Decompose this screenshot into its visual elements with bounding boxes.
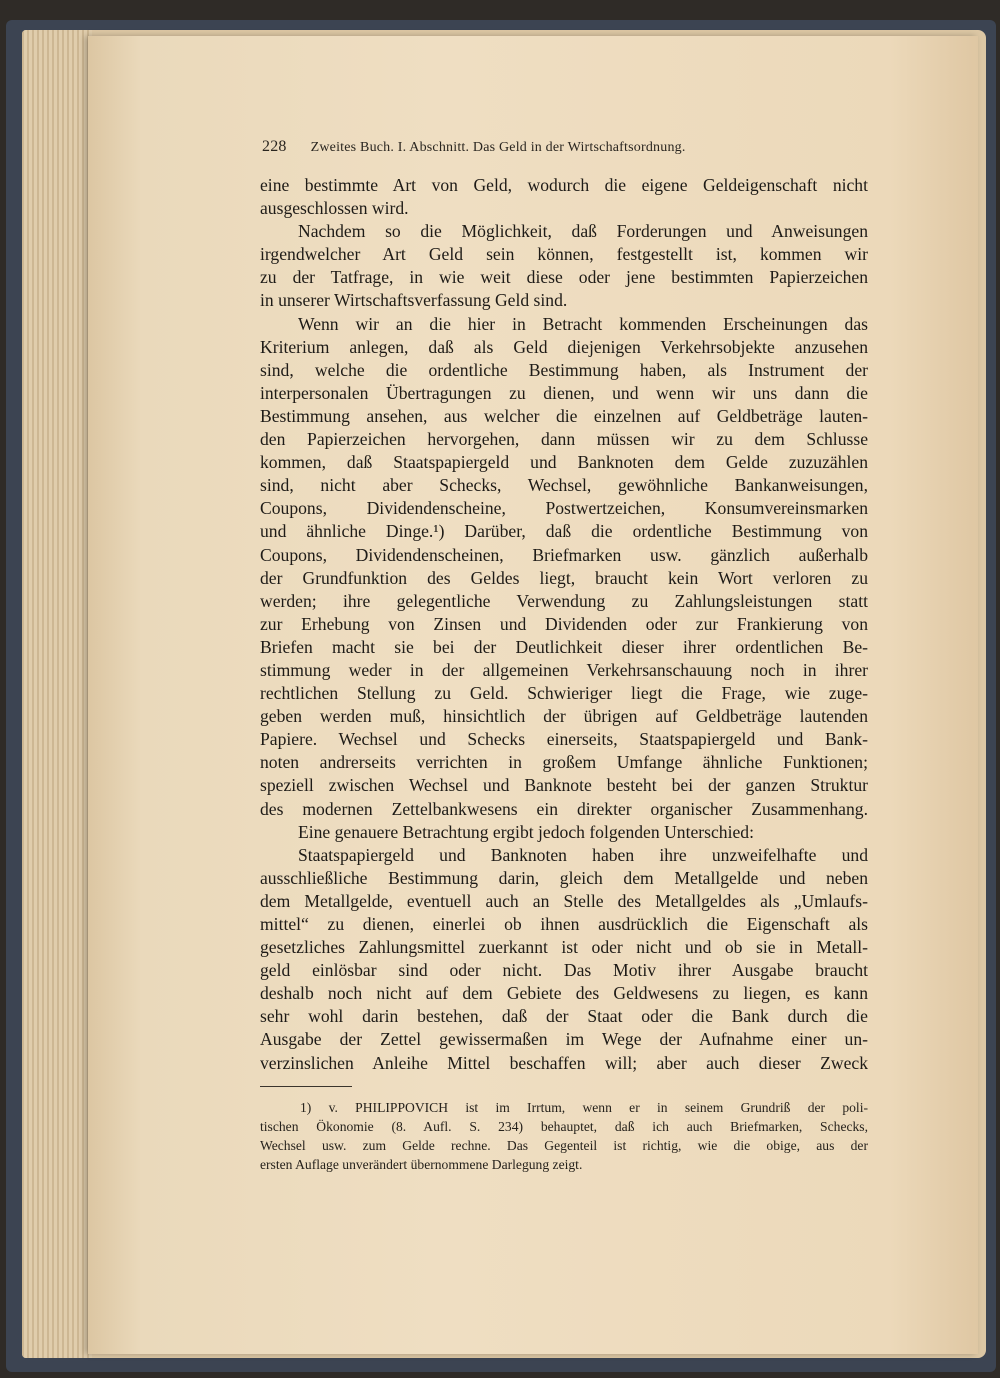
body-line: ausschließliche Bestimmung darin, gleich dem Metallgelde und neben xyxy=(260,867,868,888)
body-line: interpersonalen Übertragungen zu dienen, und wenn wir uns dann die xyxy=(260,382,868,403)
body-line: mittel“ zu dienen, einerlei ob ihnen ausdrücklich die Eigenschaft als xyxy=(260,914,868,934)
body-line: kommen, daß Staatspapiergeld und Banknoten dem Gelde zuzuzählen xyxy=(260,452,868,473)
body-line: werden; ihre gelegentliche Verwendung zu Zahlungsleistungen statt xyxy=(260,590,868,611)
body-line: ausgeschlossen wird. xyxy=(260,198,409,219)
body-line: Papiere. Wechsel und Schecks einerseits, Staatspapiergeld und Bank- xyxy=(260,729,868,750)
footnotes xyxy=(260,1098,868,1174)
body-line: dem Metallgelde, eventuell auch an Stelle des Metallgeldes als „Umlaufs- xyxy=(260,890,868,911)
body-line: geld einlösbar sind oder nicht. Das Motiv ihrer Ausgabe braucht xyxy=(260,960,868,981)
footnote-line: 1) v. PHILIPPOVICH ist im Irrtum, wenn er in seinem Grundriß der poli- xyxy=(300,1100,868,1115)
footnote-line: Wechsel usw. zum Gelde rechne. Das Gegenteil ist richtig, wie die obige, aus der xyxy=(260,1138,868,1153)
body-line: irgendwelcher Art Geld sein können, festgestellt ist, kommen wir xyxy=(260,244,868,265)
body-line: Staatspapiergeld und Banknoten haben ihre unzweifelhafte und xyxy=(298,844,868,865)
body-line: noten andrerseits verrichten in großem Umfange ähnliche Funktionen; xyxy=(260,752,868,773)
body-line: Briefen macht sie bei der Deutlichkeit dieser ihrer ordentlichen Be- xyxy=(260,636,868,657)
body-line: gesetzliches Zahlungsmittel zuerkannt ist oder nicht und ob sie in Metall- xyxy=(260,937,868,958)
running-header xyxy=(262,138,842,156)
body-line: eine bestimmte Art von Geld, wodurch die eigene Geldeigenschaft nicht xyxy=(260,175,868,195)
body-line: sehr wohl darin bestehen, daß der Staat oder die Bank durch die xyxy=(260,1006,868,1027)
running-title: Zweites Buch. I. Abschnitt. Das Geld in der Wirtschaftsordnung. xyxy=(310,140,686,155)
footnote-rule xyxy=(260,1086,352,1087)
page-edges xyxy=(22,30,92,1358)
footnote-line: ersten Auflage unverändert übernommene Darlegung zeigt. xyxy=(260,1157,583,1172)
body-line: zur Erhebung von Zinsen und Dividenden oder zur Frankierung von xyxy=(260,613,868,634)
body-line: sind, welche die ordentliche Bestimmung haben, als Instrument der xyxy=(260,359,868,380)
body-line: zu der Tatfrage, in wie weit diese oder jene bestimmten Papierzeichen xyxy=(260,267,868,288)
body-line: speziell zwischen Wechsel und Banknote besteht bei der ganzen Struktur xyxy=(260,775,868,796)
body-line: stimmung weder in der allgemeinen Verkehrsanschauung noch in ihrer xyxy=(260,659,868,680)
body-line: Wenn wir an die hier in Betracht kommenden Erscheinungen das xyxy=(298,313,868,334)
body-line: den Papierzeichen hervorgehen, dann müssen wir zu dem Schlusse xyxy=(260,429,868,450)
body-line: sind, nicht aber Schecks, Wechsel, gewöhnliche Bankanweisungen, xyxy=(260,475,868,496)
body-line: Kriterium anlegen, daß als Geld diejenigen Verkehrsobjekte anzusehen xyxy=(260,336,868,357)
body-line: verzinslichen Anleihe Mittel beschaffen will; aber auch dieser Zweck xyxy=(260,1052,868,1073)
body-line: geben werden muß, hinsichtlich der übrigen auf Geldbeträge lautenden xyxy=(260,706,868,727)
body-line: der Grundfunktion des Geldes liegt, braucht kein Wort verloren zu xyxy=(260,567,868,588)
body-line: Nachdem so die Möglichkeit, daß Forderungen und Anweisungen xyxy=(298,221,868,242)
body-line: Bestimmung ansehen, aus welcher die einzelnen auf Geldbeträge lauten- xyxy=(260,405,868,426)
body-line: Ausgabe der Zettel gewissermaßen im Wege der Aufnahme einer un- xyxy=(260,1029,868,1050)
page-number: 228 xyxy=(262,138,287,155)
body-line: rechtlichen Stellung zu Geld. Schwieriger liegt die Frage, wie zuge- xyxy=(260,683,868,704)
body-line: des modernen Zettelbankwesens ein direkter organischer Zusammenhang. xyxy=(260,798,868,819)
body-line: Coupons, Dividendenscheine, Postwertzeichen, Konsumvereinsmarken xyxy=(260,498,868,519)
body-line: in unserer Wirtschaftsverfassung Geld sind. xyxy=(260,290,568,311)
body-line: Eine genauere Betrachtung ergibt jedoch folgenden Unterschied: xyxy=(298,821,754,842)
footnote-line: tischen Ökonomie (8. Aufl. S. 234) behauptet, daß ich auch Briefmarken, Schecks, xyxy=(260,1119,868,1134)
body-text xyxy=(260,174,868,1075)
body-line: Coupons, Dividendenscheinen, Briefmarken usw. gänzlich außerhalb xyxy=(260,544,868,565)
body-line: und ähnliche Dinge.¹) Darüber, daß die ordentliche Bestimmung von xyxy=(260,521,868,542)
body-line: deshalb noch nicht auf dem Gebiete des Geldwesens zu liegen, es kann xyxy=(260,983,868,1004)
